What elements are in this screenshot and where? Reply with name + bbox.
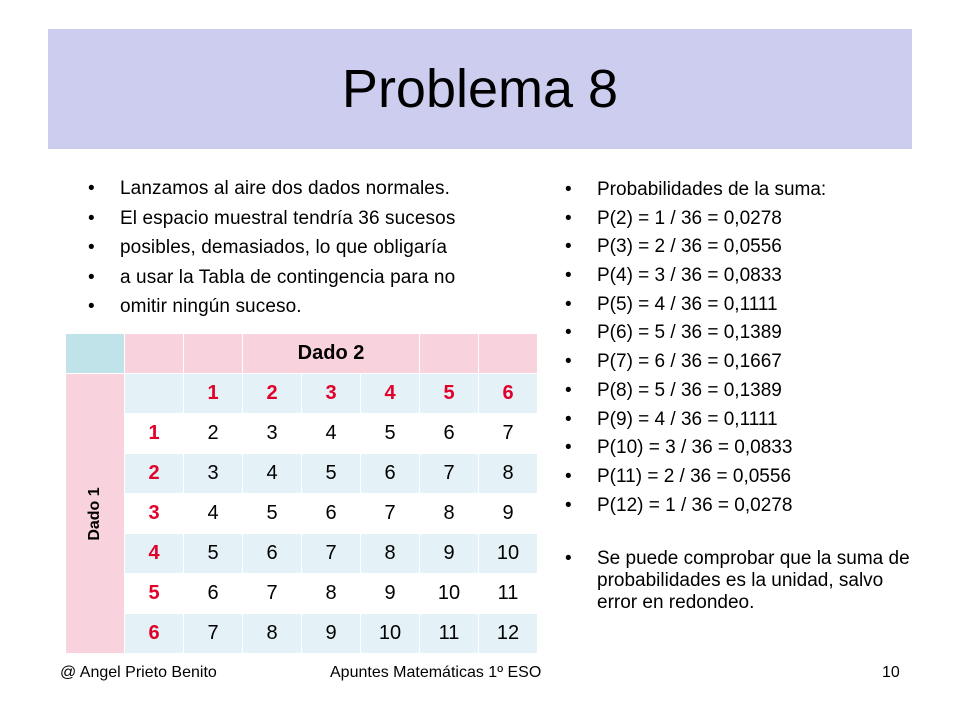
probability-item: • P(6) = 5 / 36 = 0,1389 [565, 319, 925, 348]
sum-cell: 9 [420, 534, 479, 574]
dado-1-header [66, 374, 125, 654]
probability-item: • P(12) = 1 / 36 = 0,0278 [565, 492, 925, 521]
sum-cell: 9 [479, 494, 538, 534]
dado-1-value: 4 [125, 534, 184, 574]
sum-cell: 6 [420, 414, 479, 454]
table-row [66, 454, 538, 494]
probability-heading: • Probabilidades de la suma: [565, 176, 925, 205]
table-row [66, 534, 538, 574]
probability-item: • P(4) = 3 / 36 = 0,0833 [565, 262, 925, 291]
table-header-row [66, 334, 538, 374]
dado-2-values-row [66, 374, 538, 414]
intro-bullet-list [88, 174, 558, 322]
probability-item: • P(11) = 2 / 36 = 0,0556 [565, 463, 925, 492]
conclusion-list [565, 548, 925, 614]
probability-item: • P(2) = 1 / 36 = 0,0278 [565, 205, 925, 234]
sum-cell: 8 [420, 494, 479, 534]
title-band [48, 29, 912, 149]
dado-2-header: Dado 2 [243, 334, 420, 374]
dado-1-label: Dado 1 [86, 486, 103, 541]
sum-cell: 5 [184, 534, 243, 574]
sum-cell: 8 [302, 574, 361, 614]
intro-line: • posibles, demasiados, lo que obligaría [88, 233, 558, 263]
sum-cell: 3 [184, 454, 243, 494]
footer-author: @ Angel Prieto Benito [60, 664, 217, 681]
table-row [66, 614, 538, 654]
footer-course: Apuntes Matemáticas 1º ESO [330, 664, 542, 681]
dado-2-value: 3 [302, 374, 361, 414]
probability-bullet-list [565, 176, 925, 520]
sum-cell: 7 [302, 534, 361, 574]
table-header-cell [125, 334, 184, 374]
dado-2-value: 6 [479, 374, 538, 414]
conclusion-text: • Se puede comprobar que la suma de probabilidades es la unidad, salvo error en redondeo. [565, 548, 925, 614]
sum-cell: 4 [302, 414, 361, 454]
dado-1-value: 1 [125, 414, 184, 454]
probability-item: • P(9) = 4 / 36 = 0,1111 [565, 406, 925, 435]
sum-cell: 8 [243, 614, 302, 654]
slide-title: Problema 8 [341, 59, 619, 119]
sum-cell: 7 [479, 414, 538, 454]
sum-cell: 11 [479, 574, 538, 614]
sum-cell: 11 [420, 614, 479, 654]
sum-cell: 6 [361, 454, 420, 494]
sum-cell: 4 [184, 494, 243, 534]
sum-cell: 7 [420, 454, 479, 494]
intro-line: • omitir ningún suceso. [88, 292, 558, 322]
table-corner-cell [66, 334, 125, 374]
dado-1-value: 3 [125, 494, 184, 534]
sum-cell: 4 [243, 454, 302, 494]
sum-cell: 7 [184, 614, 243, 654]
sum-cell: 6 [243, 534, 302, 574]
sum-cell: 8 [479, 454, 538, 494]
dado-1-value: 2 [125, 454, 184, 494]
sum-cell: 8 [361, 534, 420, 574]
probability-item: • P(3) = 2 / 36 = 0,0556 [565, 233, 925, 262]
table-header-cell [420, 334, 479, 374]
intro-line: • a usar la Tabla de contingencia para no [88, 263, 558, 293]
dado-1-value: 6 [125, 614, 184, 654]
sum-cell: 9 [361, 574, 420, 614]
table-row [66, 574, 538, 614]
dado-2-value: 4 [361, 374, 420, 414]
probability-item: • P(8) = 5 / 36 = 0,1389 [565, 377, 925, 406]
sum-cell: 2 [184, 414, 243, 454]
sum-cell: 7 [361, 494, 420, 534]
table-header-cell [184, 334, 243, 374]
sum-cell: 6 [302, 494, 361, 534]
sum-cell: 3 [243, 414, 302, 454]
table-row [66, 414, 538, 454]
dado-2-value: 5 [420, 374, 479, 414]
dado-2-value: 1 [184, 374, 243, 414]
sum-cell: 5 [361, 414, 420, 454]
sum-cell: 12 [479, 614, 538, 654]
footer-page-number: 10 [882, 664, 900, 681]
dado-2-value: 2 [243, 374, 302, 414]
table-header-cell [479, 334, 538, 374]
sum-cell: 10 [361, 614, 420, 654]
dado-1-value: 5 [125, 574, 184, 614]
table-blank-cell [125, 374, 184, 414]
sum-cell: 5 [243, 494, 302, 534]
intro-line: • El espacio muestral tendría 36 sucesos [88, 204, 558, 234]
sum-cell: 7 [243, 574, 302, 614]
intro-line: • Lanzamos al aire dos dados normales. [88, 174, 558, 204]
sum-cell: 9 [302, 614, 361, 654]
sum-cell: 6 [184, 574, 243, 614]
probability-item: • P(10) = 3 / 36 = 0,0833 [565, 434, 925, 463]
sum-cell: 10 [420, 574, 479, 614]
probability-item: • P(7) = 6 / 36 = 0,1667 [565, 348, 925, 377]
sum-cell: 10 [479, 534, 538, 574]
sum-cell: 5 [302, 454, 361, 494]
contingency-table [65, 333, 538, 654]
table-row [66, 494, 538, 534]
probability-item: • P(5) = 4 / 36 = 0,1111 [565, 291, 925, 320]
